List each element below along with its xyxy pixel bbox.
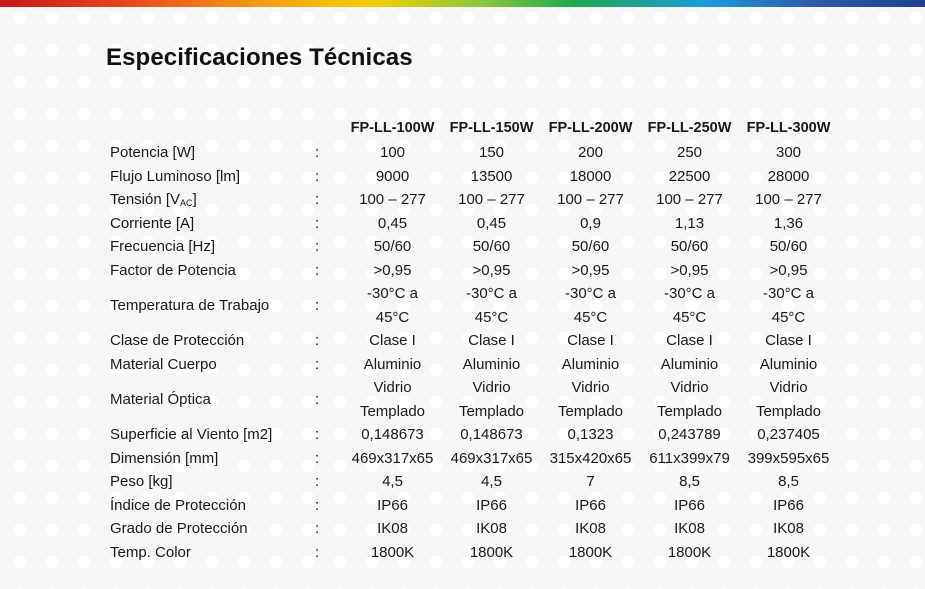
table-cell bbox=[442, 259, 541, 283]
cell-text-line: IP66 bbox=[476, 496, 507, 514]
table-cell bbox=[343, 517, 442, 541]
row-separator: : bbox=[315, 191, 320, 208]
cell-text-line: Vidrio bbox=[670, 379, 709, 396]
table-cell bbox=[739, 188, 838, 212]
table-cell bbox=[541, 188, 640, 212]
table-cell bbox=[541, 212, 640, 236]
table-cell bbox=[343, 282, 442, 329]
table-cell bbox=[640, 517, 739, 541]
cell-text-line: IP66 bbox=[674, 496, 705, 514]
row-separator: : bbox=[315, 473, 320, 490]
table-cell bbox=[442, 212, 541, 236]
row-label-text: Temperatura de Trabajo bbox=[110, 296, 270, 314]
table-cell bbox=[442, 541, 541, 565]
table-cell bbox=[541, 329, 640, 353]
row-label bbox=[110, 541, 315, 565]
row-label-text: Superficie al Viento [m2] bbox=[110, 426, 273, 443]
row-separator: : bbox=[315, 426, 320, 443]
cell-text-line: Templado bbox=[755, 402, 822, 420]
table-row bbox=[110, 470, 838, 494]
table-cell bbox=[541, 470, 640, 494]
cell-text-line: Templado bbox=[557, 402, 624, 420]
table-cell bbox=[541, 282, 640, 329]
row-label bbox=[110, 353, 315, 377]
table-cell bbox=[739, 353, 838, 377]
row-label bbox=[110, 470, 315, 494]
cell-text-line: 45°C bbox=[474, 308, 509, 326]
cell-text-line: Vidrio bbox=[571, 379, 610, 396]
table-cell bbox=[442, 188, 541, 212]
row-label bbox=[110, 494, 315, 518]
row-label-text: Grado de Protección bbox=[110, 520, 248, 537]
cell-text-line: 0,148673 bbox=[460, 426, 523, 443]
table-cell bbox=[442, 494, 541, 518]
row-separator: : bbox=[315, 520, 320, 537]
cell-text-line: -30°C a bbox=[762, 285, 815, 302]
table-cell bbox=[541, 353, 640, 377]
row-label bbox=[110, 188, 315, 212]
row-label-text: Tensión [V bbox=[110, 191, 181, 208]
cell-text-line: Vidrio bbox=[769, 379, 808, 396]
cell-text-line: 1800K bbox=[469, 543, 514, 561]
table-cell bbox=[739, 470, 838, 494]
table-row bbox=[110, 423, 838, 447]
cell-text-line: 1,13 bbox=[674, 214, 705, 232]
cell-text-line: 1800K bbox=[766, 543, 811, 561]
table-cell bbox=[739, 212, 838, 236]
cell-text-line: 7 bbox=[586, 473, 595, 490]
table-row bbox=[110, 494, 838, 518]
table-cell bbox=[739, 235, 838, 259]
table-cell bbox=[343, 541, 442, 565]
cell-text-line: Clase I bbox=[369, 332, 416, 349]
table-cell bbox=[343, 376, 442, 423]
table-cell bbox=[640, 353, 739, 377]
row-label-text: Frecuencia [Hz] bbox=[110, 238, 216, 255]
cell-text-line: 13500 bbox=[470, 167, 513, 185]
cell-text-line: Clase I bbox=[468, 332, 515, 349]
table-cell bbox=[442, 470, 541, 494]
table-cell bbox=[739, 423, 838, 447]
table-cell bbox=[640, 188, 739, 212]
table-cell bbox=[541, 165, 640, 189]
cell-text-line: 8,5 bbox=[778, 473, 799, 490]
table-cell bbox=[442, 329, 541, 353]
cell-text-line: 22500 bbox=[668, 167, 711, 185]
row-label-text: Material Cuerpo bbox=[110, 355, 217, 373]
cell-text-line: 45°C bbox=[573, 308, 608, 326]
table-cell bbox=[640, 494, 739, 518]
table-cell bbox=[640, 259, 739, 283]
table-cell bbox=[640, 541, 739, 565]
table-body bbox=[110, 141, 838, 564]
cell-text-line: 50/60 bbox=[472, 238, 511, 255]
table-cell bbox=[343, 494, 442, 518]
row-separator: : bbox=[315, 449, 320, 467]
table-cell bbox=[541, 141, 640, 165]
row-separator: : bbox=[315, 296, 320, 314]
table-cell bbox=[541, 541, 640, 565]
cell-text-line: 50/60 bbox=[571, 238, 610, 255]
cell-text-line: 315x420x65 bbox=[549, 449, 632, 467]
column-header: FP-LL-300W bbox=[746, 120, 831, 137]
row-label bbox=[110, 212, 315, 236]
table-cell bbox=[640, 212, 739, 236]
table-cell bbox=[343, 447, 442, 471]
cell-text-line: 0,45 bbox=[377, 214, 408, 232]
cell-text-line: 4,5 bbox=[481, 473, 502, 490]
row-label-text: Factor de Potencia bbox=[110, 261, 236, 279]
cell-text-line: 50/60 bbox=[670, 238, 709, 255]
row-label-text: Clase de Protección bbox=[110, 332, 245, 349]
table-cell bbox=[739, 259, 838, 283]
table-cell bbox=[442, 353, 541, 377]
table-cell bbox=[640, 447, 739, 471]
row-separator: : bbox=[315, 496, 320, 514]
cell-text-line: IK08 bbox=[674, 520, 705, 537]
cell-text-line: 300 bbox=[775, 144, 802, 161]
cell-text-line: Vidrio bbox=[472, 379, 511, 396]
cell-text-line: 0,9 bbox=[580, 214, 601, 232]
cell-text-line: 50/60 bbox=[769, 238, 808, 255]
table-cell bbox=[640, 470, 739, 494]
table-cell bbox=[343, 188, 442, 212]
cell-text-line: 8,5 bbox=[679, 473, 700, 490]
row-label bbox=[110, 447, 315, 471]
table-row bbox=[110, 259, 838, 283]
cell-text-line: 150 bbox=[478, 144, 505, 161]
cell-text-line: Vidrio bbox=[373, 379, 412, 396]
header-empty-colon bbox=[315, 117, 343, 141]
cell-text-line: -30°C a bbox=[465, 285, 518, 302]
row-label bbox=[110, 259, 315, 283]
cell-text-line: IP66 bbox=[575, 496, 606, 514]
row-separator: : bbox=[315, 167, 320, 185]
table-cell bbox=[739, 541, 838, 565]
cell-text-line: 28000 bbox=[767, 167, 810, 185]
cell-text-line: 1800K bbox=[667, 543, 712, 561]
table-cell bbox=[442, 282, 541, 329]
cell-text-line: IP66 bbox=[773, 496, 804, 514]
table-cell bbox=[541, 517, 640, 541]
cell-text-line: 250 bbox=[676, 144, 703, 161]
row-label-subscript: AC bbox=[180, 198, 193, 208]
cell-text-line: 469x317x65 bbox=[450, 449, 533, 467]
cell-text-line: 100 – 277 bbox=[359, 191, 426, 208]
cell-text-line: 18000 bbox=[569, 167, 612, 185]
cell-text-line: 50/60 bbox=[373, 238, 412, 255]
table-cell bbox=[343, 329, 442, 353]
row-label-text: Dimensión [mm] bbox=[110, 449, 219, 467]
cell-text-line: 1,36 bbox=[773, 214, 804, 232]
row-label bbox=[110, 165, 315, 189]
table-row bbox=[110, 165, 838, 189]
table-cell bbox=[739, 376, 838, 423]
table-cell bbox=[541, 447, 640, 471]
cell-text-line: 9000 bbox=[375, 167, 410, 185]
table-cell bbox=[640, 235, 739, 259]
table-cell bbox=[343, 423, 442, 447]
table-cell bbox=[442, 447, 541, 471]
table-row bbox=[110, 447, 838, 471]
cell-text-line: IK08 bbox=[476, 520, 507, 537]
row-label-text: Índice de Protección bbox=[110, 496, 246, 514]
cell-text-line: Clase I bbox=[666, 332, 713, 349]
table-cell bbox=[442, 165, 541, 189]
cell-text-line: >0,95 bbox=[373, 261, 412, 279]
row-label bbox=[110, 235, 315, 259]
table-cell bbox=[343, 470, 442, 494]
cell-text-line: Aluminio bbox=[759, 355, 818, 373]
table-cell bbox=[739, 494, 838, 518]
cell-text-line: Aluminio bbox=[561, 355, 620, 373]
table-cell bbox=[541, 494, 640, 518]
specifications-table bbox=[110, 117, 838, 564]
cell-text-line: >0,95 bbox=[670, 261, 709, 279]
table-cell bbox=[343, 235, 442, 259]
cell-text-line: 0,243789 bbox=[658, 426, 721, 443]
table-cell bbox=[640, 282, 739, 329]
row-separator: : bbox=[315, 144, 320, 161]
row-separator: : bbox=[315, 261, 320, 279]
cell-text-line: -30°C a bbox=[663, 285, 716, 302]
cell-text-line: IK08 bbox=[575, 520, 606, 537]
table-cell bbox=[739, 517, 838, 541]
table-cell bbox=[442, 423, 541, 447]
table-cell bbox=[442, 235, 541, 259]
cell-text-line: Aluminio bbox=[363, 355, 422, 373]
table-cell bbox=[640, 376, 739, 423]
row-label bbox=[110, 329, 315, 353]
cell-text-line: 200 bbox=[577, 144, 604, 161]
table-cell bbox=[739, 165, 838, 189]
table-cell bbox=[343, 165, 442, 189]
table-row bbox=[110, 329, 838, 353]
row-label-text: Flujo Luminoso [lm] bbox=[110, 167, 241, 185]
column-header: FP-LL-150W bbox=[449, 120, 534, 137]
table-cell bbox=[739, 282, 838, 329]
table-cell bbox=[442, 141, 541, 165]
table-cell bbox=[442, 376, 541, 423]
table-row bbox=[110, 376, 838, 423]
cell-text-line: 399x595x65 bbox=[747, 449, 830, 467]
cell-text-line: 469x317x65 bbox=[351, 449, 434, 467]
row-label-text: Material Óptica bbox=[110, 390, 211, 408]
table-cell bbox=[343, 259, 442, 283]
table-row bbox=[110, 188, 838, 212]
cell-text-line: 1800K bbox=[370, 543, 415, 561]
table-cell bbox=[640, 165, 739, 189]
row-separator: : bbox=[315, 332, 320, 349]
row-label-suffix: ] bbox=[192, 191, 197, 208]
table-cell bbox=[541, 423, 640, 447]
cell-text-line: IP66 bbox=[377, 496, 408, 514]
cell-text-line: 0,1323 bbox=[567, 426, 614, 443]
row-label-text: Corriente [A] bbox=[110, 214, 195, 232]
table-cell bbox=[739, 141, 838, 165]
cell-text-line: Clase I bbox=[567, 332, 614, 349]
table-row bbox=[110, 212, 838, 236]
table-row bbox=[110, 141, 838, 165]
cell-text-line: 45°C bbox=[771, 308, 806, 326]
table-cell bbox=[343, 141, 442, 165]
column-header: FP-LL-250W bbox=[647, 120, 732, 137]
cell-text-line: 45°C bbox=[375, 308, 410, 326]
cell-text-line: 100 bbox=[379, 144, 406, 161]
table-cell bbox=[739, 329, 838, 353]
cell-text-line: -30°C a bbox=[366, 285, 419, 302]
cell-text-line: 100 – 277 bbox=[557, 191, 624, 208]
cell-text-line: -30°C a bbox=[564, 285, 617, 302]
cell-text-line: 100 – 277 bbox=[656, 191, 723, 208]
row-separator: : bbox=[315, 543, 320, 561]
table-cell bbox=[739, 447, 838, 471]
rainbow-top-bar bbox=[0, 0, 925, 7]
cell-text-line: 0,237405 bbox=[757, 426, 820, 443]
row-label-text: Temp. Color bbox=[110, 543, 191, 561]
row-label bbox=[110, 423, 315, 447]
cell-text-line: Templado bbox=[359, 402, 426, 420]
column-header: FP-LL-200W bbox=[548, 120, 633, 137]
cell-text-line: >0,95 bbox=[472, 261, 511, 279]
cell-text-line: 4,5 bbox=[382, 473, 403, 490]
row-label bbox=[110, 141, 315, 165]
table-row bbox=[110, 282, 838, 329]
cell-text-line: Aluminio bbox=[462, 355, 521, 373]
page-title: Especificaciones Técnicas bbox=[106, 44, 413, 71]
cell-text-line: >0,95 bbox=[769, 261, 808, 279]
row-label bbox=[110, 376, 315, 423]
cell-text-line: 1800K bbox=[568, 543, 613, 561]
row-separator: : bbox=[315, 390, 320, 408]
table-cell bbox=[541, 259, 640, 283]
cell-text-line: IK08 bbox=[773, 520, 804, 537]
cell-text-line: 0,45 bbox=[476, 214, 507, 232]
table-cell bbox=[343, 212, 442, 236]
row-label bbox=[110, 282, 315, 329]
row-label-text: Potencia [W] bbox=[110, 144, 196, 161]
table-cell bbox=[640, 423, 739, 447]
cell-text-line: IK08 bbox=[377, 520, 408, 537]
cell-text-line: >0,95 bbox=[571, 261, 610, 279]
cell-text-line: Templado bbox=[656, 402, 723, 420]
row-separator: : bbox=[315, 355, 320, 373]
cell-text-line: 611x399x79 bbox=[649, 449, 730, 467]
cell-text-line: Clase I bbox=[765, 332, 812, 349]
table-header-row bbox=[110, 117, 838, 141]
cell-text-line: Aluminio bbox=[660, 355, 719, 373]
table-row bbox=[110, 353, 838, 377]
header-empty-label bbox=[110, 117, 315, 141]
cell-text-line: 0,148673 bbox=[361, 426, 424, 443]
table-cell bbox=[541, 235, 640, 259]
row-separator: : bbox=[315, 214, 320, 232]
row-label bbox=[110, 517, 315, 541]
table-cell bbox=[442, 517, 541, 541]
row-label-text: Peso [kg] bbox=[110, 473, 173, 490]
table-cell bbox=[640, 329, 739, 353]
table-cell bbox=[541, 376, 640, 423]
row-separator: : bbox=[315, 238, 320, 255]
column-header: FP-LL-100W bbox=[350, 120, 435, 137]
table-cell bbox=[343, 353, 442, 377]
table-row bbox=[110, 235, 838, 259]
table-row bbox=[110, 517, 838, 541]
table-row bbox=[110, 541, 838, 565]
cell-text-line: Templado bbox=[458, 402, 525, 420]
table-cell bbox=[640, 141, 739, 165]
cell-text-line: 45°C bbox=[672, 308, 707, 326]
cell-text-line: 100 – 277 bbox=[755, 191, 822, 208]
cell-text-line: 100 – 277 bbox=[458, 191, 525, 208]
